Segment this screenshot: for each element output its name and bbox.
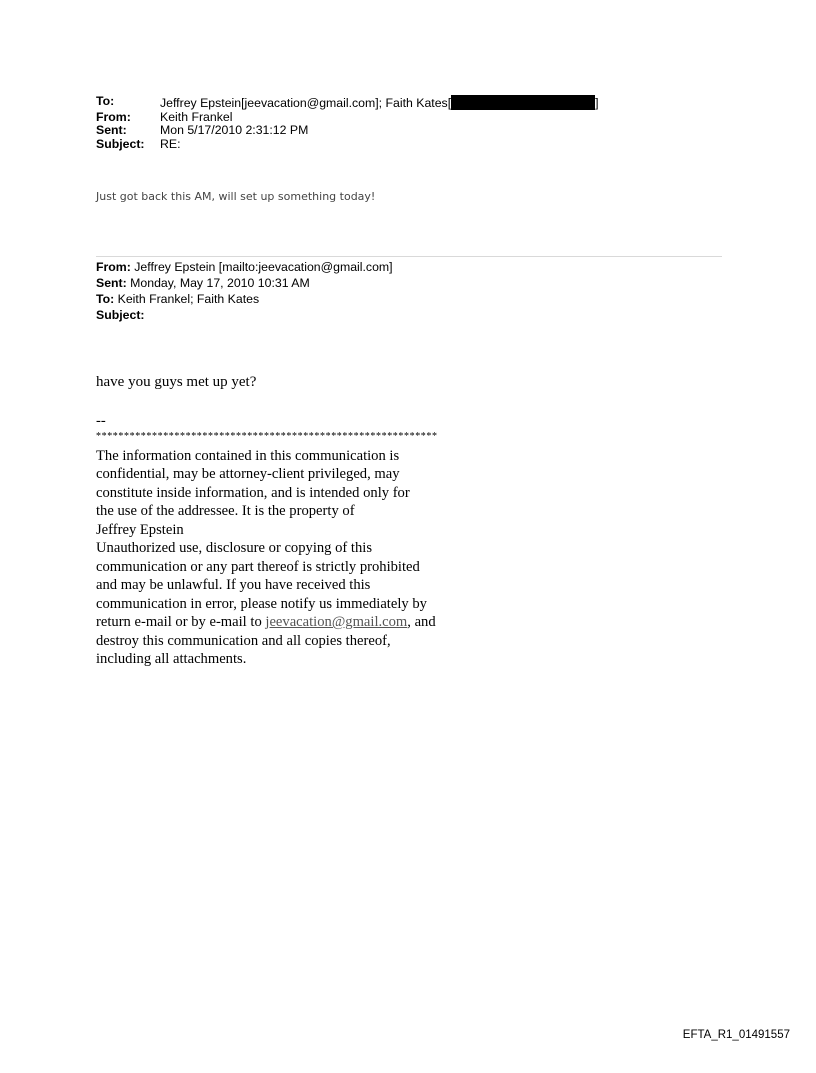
disclaimer-line: communication in error, please notify us immediately by <box>96 595 427 612</box>
email-header <box>96 95 599 151</box>
sent-value: Mon 5/17/2010 2:31:12 PM <box>160 123 309 138</box>
separator-line <box>96 256 722 257</box>
to-row <box>96 95 599 111</box>
original-sent-row <box>96 275 393 291</box>
to-value <box>160 95 599 111</box>
disclaimer-line: including all attachments. <box>96 651 247 667</box>
to-close-bracket: ] <box>595 96 599 110</box>
disclaimer-line-prefix: return e-mail or by e-mail to <box>96 614 266 630</box>
disclaimer-line: and may be unlawful. If you have received this <box>96 577 371 593</box>
original-to-value: Keith Frankel; Faith Kates <box>114 292 260 306</box>
from-value: Keith Frankel <box>160 109 233 124</box>
original-to-row <box>96 291 393 307</box>
subject-row <box>96 138 599 152</box>
sent-row <box>96 124 599 138</box>
star-divider: ************************************************************* <box>96 430 438 442</box>
original-from-value: Jeffrey Epstein [mailto:jeevacation@gmail.com] <box>130 260 393 274</box>
disclaimer-line: destroy this communication and all copies thereof, <box>96 632 391 649</box>
disclaimer-line: Unauthorized use, disclosure or copying of this <box>96 540 373 556</box>
original-subject-row <box>96 307 393 323</box>
to-recipients: Jeffrey Epstein[jeevacation@gmail.com]; Faith Kates[ <box>160 96 452 110</box>
subject-value: RE: <box>160 136 181 151</box>
original-message-header <box>96 259 393 323</box>
original-to-label: To: <box>96 292 115 306</box>
disclaimer-line: Jeffrey Epstein <box>96 521 184 538</box>
signature-dashes: -- <box>96 413 106 429</box>
original-sent-label: Sent: <box>96 276 127 290</box>
message-body: have you guys met up yet? <box>96 374 257 390</box>
subject-label: Subject: <box>96 136 145 151</box>
original-from-row <box>96 259 393 275</box>
document-id: EFTA_R1_01491557 <box>682 1029 790 1041</box>
redaction-block <box>451 95 595 110</box>
disclaimer-line-suffix: , and <box>407 614 436 630</box>
sent-label: Sent: <box>96 123 127 138</box>
original-from-label: From: <box>96 260 131 274</box>
disclaimer <box>96 412 438 669</box>
reply-text: Just got back this AM, will set up something today! <box>96 190 376 203</box>
disclaimer-line: communication or any part thereof is strictly prohibited <box>96 558 420 575</box>
from-row <box>96 111 599 125</box>
original-subject-label: Subject: <box>96 308 145 322</box>
original-sent-value: Monday, May 17, 2010 10:31 AM <box>126 276 310 290</box>
disclaimer-line: The information contained in this communication is <box>96 447 400 464</box>
to-label: To: <box>96 94 115 108</box>
disclaimer-line: the use of the addressee. It is the property of <box>96 503 355 519</box>
disclaimer-line <box>96 613 438 632</box>
email-link[interactable]: jeevacation@gmail.com <box>265 614 408 630</box>
from-label: From: <box>96 109 131 124</box>
disclaimer-line: constitute inside information, and is intended only for <box>96 484 410 501</box>
disclaimer-line: confidential, may be attorney-client privileged, may <box>96 466 400 482</box>
